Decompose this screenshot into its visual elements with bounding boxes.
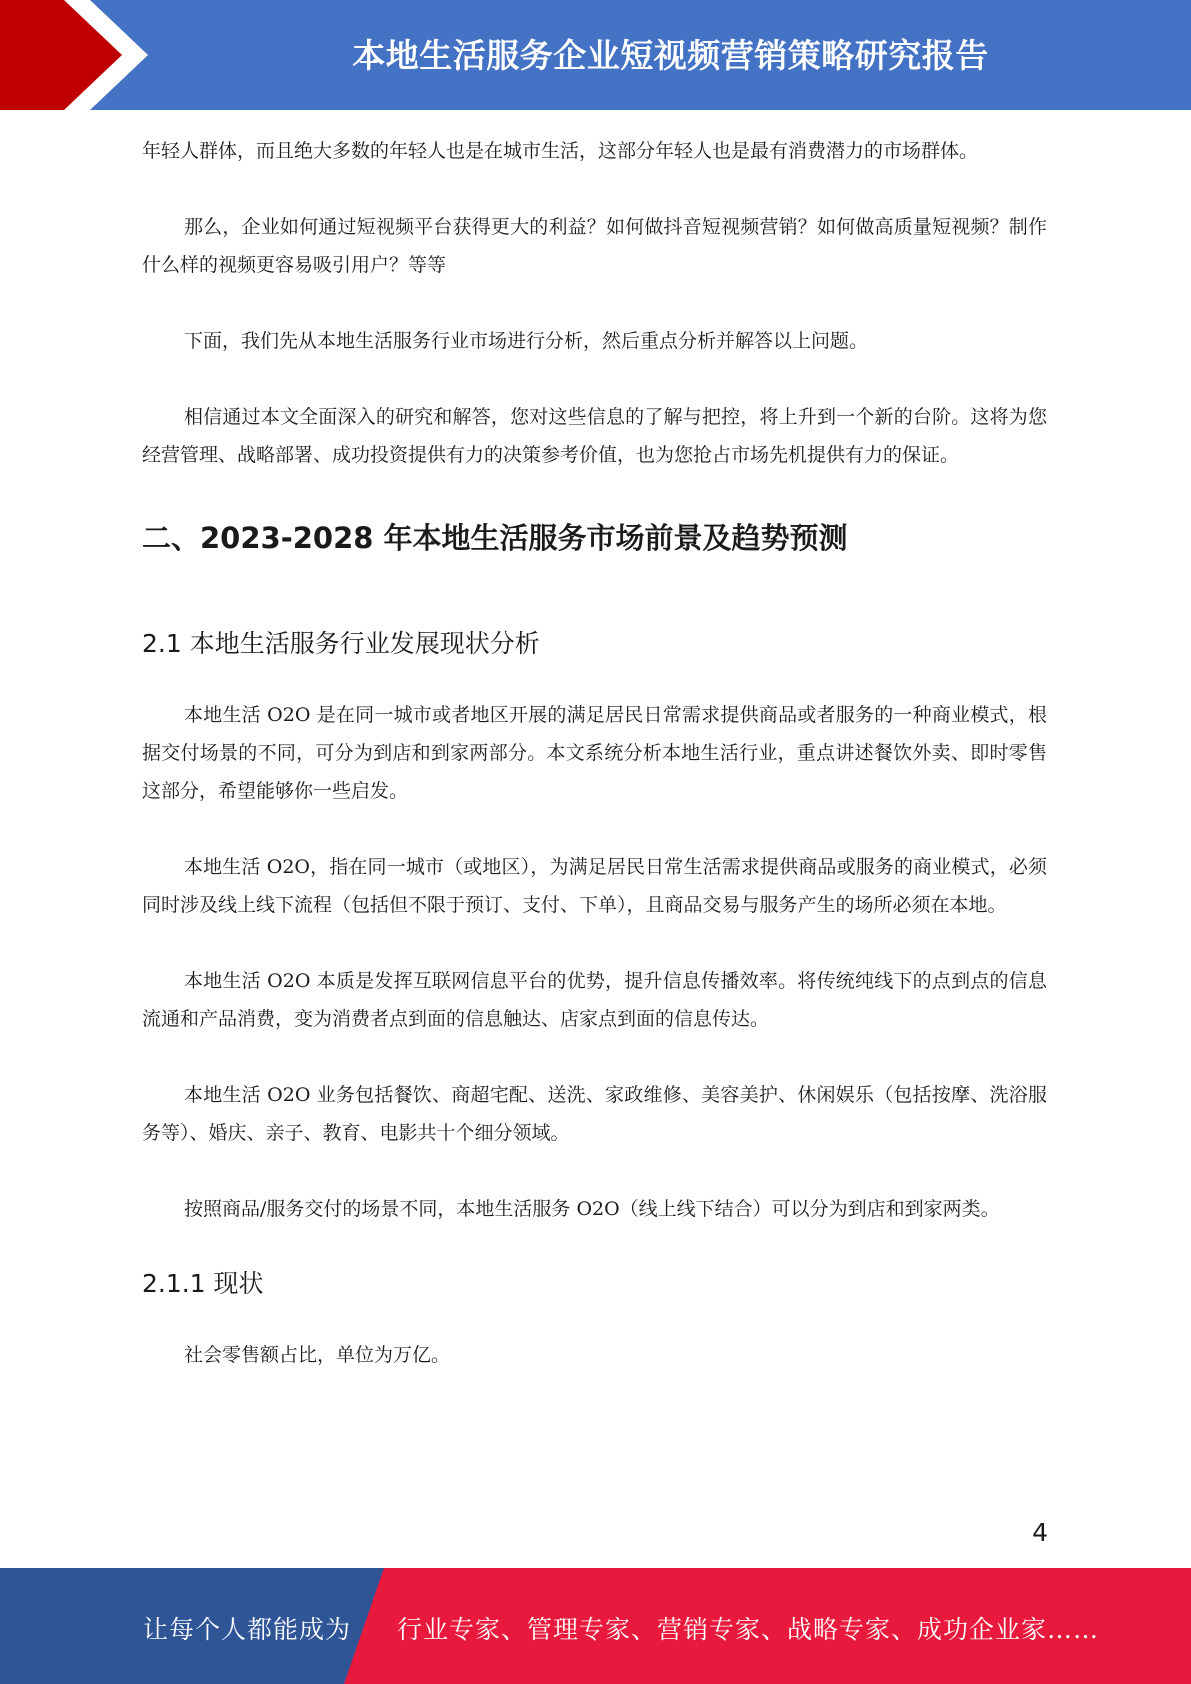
section-heading: 二、2023-2028 年本地生活服务市场前景及趋势预测 <box>142 521 848 555</box>
page-footer <box>0 1568 1191 1684</box>
paragraph: 本地生活 O2O 是在同一城市或者地区开展的满足居民日常需求提供商品或者服务的一种商业模式，根据交付场景的不同，可分为到店和到家两部分。本文系统分析本地生活行业，重点讲述餐饮外卖、即时零售这部分，希望能够你一些启发。 <box>142 704 1047 802</box>
main-content <box>142 132 1047 1412</box>
header-arrow-decoration <box>0 0 160 110</box>
paragraph: 下面，我们先从本地生活服务行业市场进行分析，然后重点分析并解答以上问题。 <box>184 330 869 352</box>
paragraph: 本地生活 O2O 业务包括餐饮、商超宅配、送洗、家政维修、美容美护、休闲娱乐（包括按摩、洗浴服务等）、婚庆、亲子、教育、电影共十个细分领域。 <box>142 1084 1047 1144</box>
page-number: 4 <box>1032 1518 1048 1547</box>
footer-slogan-left: 让每个人都能成为 <box>143 1615 352 1644</box>
paragraph: 本地生活 O2O，指在同一城市（或地区），为满足居民日常生活需求提供商品或服务的商业模式，必须同时涉及线上线下流程（包括但不限于预订、支付、下单），且商品交易与服务产生的场所必须在本地。 <box>142 856 1047 916</box>
subsubsection-heading: 2.1.1 现状 <box>142 1269 264 1298</box>
paragraph: 按照商品/服务交付的场景不同，本地生活服务 O2O（线上线下结合）可以分为到店和到家两类。 <box>184 1198 1000 1220</box>
page-header <box>0 0 1191 110</box>
paragraph: 社会零售额占比，单位为万亿。 <box>184 1344 451 1366</box>
footer-slogan-right: 行业专家、管理专家、营销专家、战略专家、成功企业家…… <box>397 1615 1100 1644</box>
paragraph: 本地生活 O2O 本质是发挥互联网信息平台的优势，提升信息传播效率。将传统纯线下的点到点的信息流通和产品消费，变为消费者点到面的信息触达、店家点到面的信息传达。 <box>142 970 1047 1030</box>
paragraph: 那么，企业如何通过短视频平台获得更大的利益？如何做抖音短视频营销？如何做高质量短视频？制作什么样的视频更容易吸引用户？等等 <box>142 216 1047 276</box>
subsection-heading: 2.1 本地生活服务行业发展现状分析 <box>142 629 540 658</box>
paragraph: 相信通过本文全面深入的研究和解答，您对这些信息的了解与把控，将上升到一个新的台阶。这将为您经营管理、战略部署、成功投资提供有力的决策参考价值，也为您抢占市场先机提供有力的保证。 <box>142 406 1047 466</box>
report-title: 本地生活服务企业短视频营销策略研究报告 <box>352 36 989 75</box>
paragraph: 年轻人群体，而且绝大多数的年轻人也是在城市生活，这部分年轻人也是最有消费潜力的市场群体。 <box>142 140 979 162</box>
